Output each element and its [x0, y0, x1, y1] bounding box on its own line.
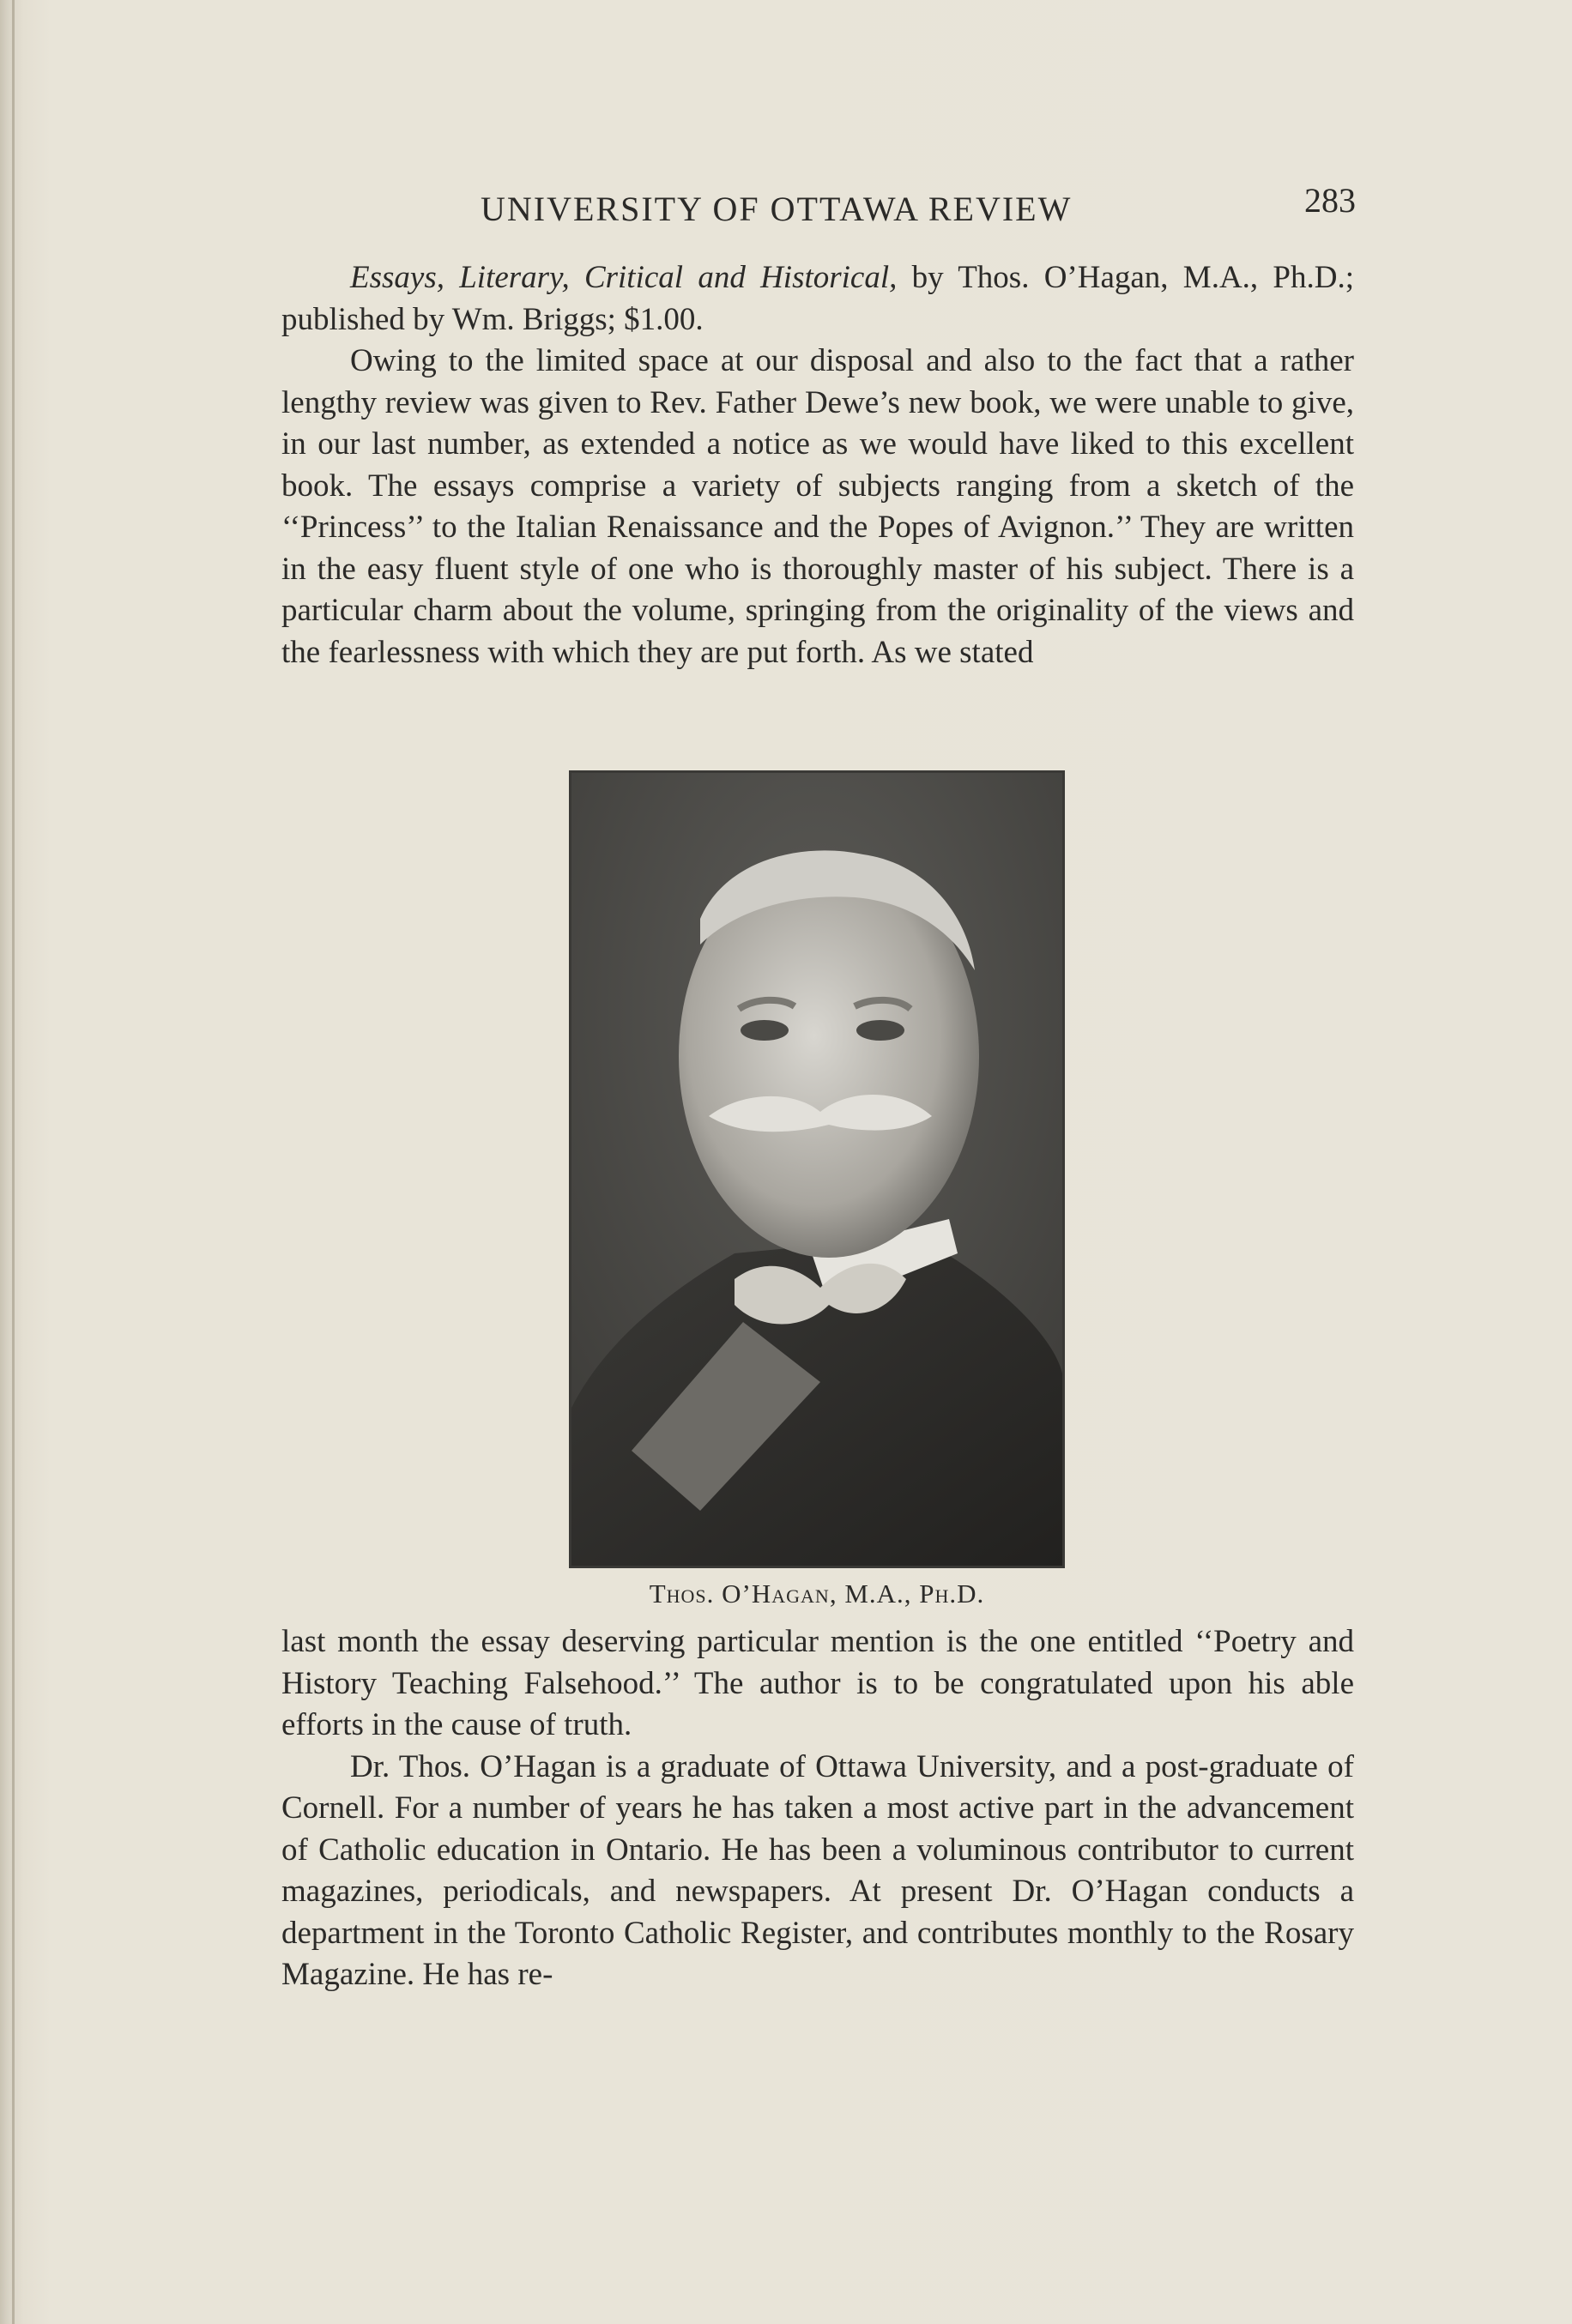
- page-number: 283: [1304, 181, 1356, 220]
- review-paragraph-1-continued: last month the essay deserving particular mention is the one entitled ‘‘Poetry and History Teaching Falsehood.’’ The author is to be congratulated upon his able efforts in the cause of truth.: [281, 1624, 1354, 1742]
- review-paragraph-2: Dr. Thos. O’Hagan is a graduate of Ottawa University, and a post-graduate of Cornell. For a number of years he has taken a most active part in the advancement of Catholic education in Ontario. He has been a voluminous contributor to current magazines, periodicals, and newspapers. At present Dr. O’Hagan conducts a department in the Toronto Catholic Register, and contributes monthly to the Rosary Magazine. He has re-: [281, 1748, 1354, 1992]
- page-header: [283, 176, 1356, 236]
- book-title: Essays, Literary, Critical and Historical,: [350, 260, 898, 295]
- binding-gutter: [12, 0, 15, 2324]
- book-byline: by Thos. O’Hagan, M.A., Ph.D.; published by Wm. Briggs; $1.00.: [281, 260, 1354, 337]
- review-lower-text: [281, 1621, 1354, 1996]
- review-upper-text: [281, 257, 1354, 673]
- portrait-image: [571, 773, 1062, 1566]
- review-paragraph-1: Owing to the limited space at our disposal and also to the fact that a rather lengthy review was given to Rev. Father Dewe’s new book, we were unable to give, in our last number, as extended a notice as we would have liked to this excellent book. The essays comprise a variety of subjects ranging from a sketch of the ‘‘Princess’’ to the Italian Renaissance and the Popes of Avignon.’’ They are written in the easy fluent style of one who is thoroughly master of his subject. There is a particular charm about the volume, springing from the originality of the views and the fearlessness with which they are put forth. As we stated: [281, 343, 1354, 670]
- book-citation: [281, 257, 1354, 341]
- portrait-caption: Thos. O’Hagan, M.A., Ph.D.: [649, 1579, 985, 1609]
- portrait-photo: [569, 770, 1065, 1568]
- running-title: UNIVERSITY OF OTTAWA REVIEW: [481, 190, 1073, 228]
